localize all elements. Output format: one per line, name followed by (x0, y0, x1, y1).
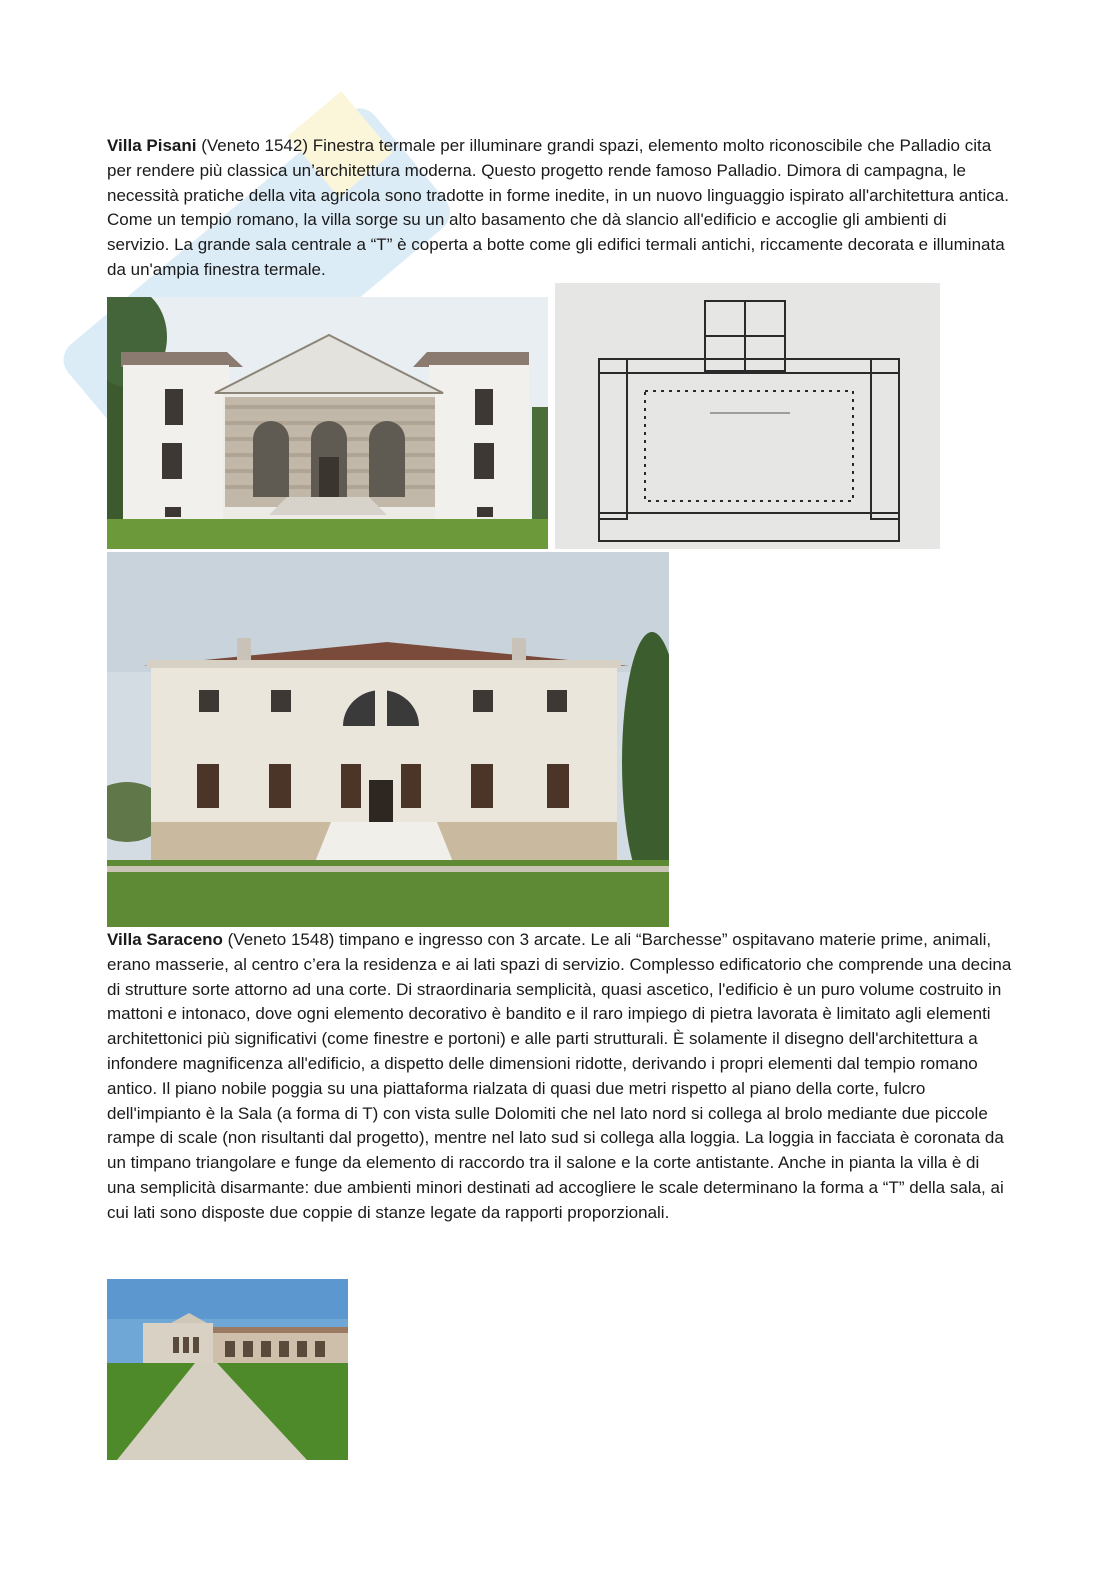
villa-saraceno-paragraph (107, 928, 1012, 1226)
villa-saraceno-text: (Veneto 1548) timpano e ingresso con 3 arcate. Le ali “Barchesse” ospitavano materie prime, animali, erano masserie, al centro c’era la residenza e ai lati spazi di servizio. Complesso edificatorio che comprende una decina di strutture sorte attorno ad una corte. Di straordinaria semplicità, quasi ascetico, l'edificio è un puro volume costruito in mattoni e intonaco, dove ogni elemento decorativo è bandito e il raro impiego di pietra lavorata è limitato agli elementi architettonici più significativi (come finestre e portoni) e alle parti strutturali. È solamente il disegno dell'architettura a infondere magnificenza all'edificio, a dispetto delle dimensioni ridotte, derivando i propri elementi dal tempio romano antico. Il piano nobile poggia su una piattaforma rialzata di quasi due metri rispetto al piano della corte, fulcro dell'impianto è la Sala (a forma di T) con vista sulle Dolomiti che nel lato nord si collega al brolo mediante due piccole rampe di scale (non risultanti dal progetto), mentre nel lato sud si collega alla loggia. La loggia in facciata è coronata da un timpano triangolare e funge da elemento di raccordo tra il salone e la corte antistante. Anche in pianta la villa è di una semplicità disarmante: due ambienti minori destinati ad accogliere le scale determinano la forma a “T” della sala, ai cui lati sono disposte due coppie di stanze legate da rapporti proporzionali. (107, 930, 1012, 1222)
villa-saraceno-photo (107, 1279, 348, 1460)
villa-pisani-paragraph (107, 134, 1012, 283)
villa-pisani-text: (Veneto 1542) Finestra termale per illuminare grandi spazi, elemento molto riconoscibile che Palladio cita per rendere più classica un’architettura moderna. Questo progetto rende famoso Palladio. Dimora di campagna, le necessità pratiche della vita agricola sono tradotte in forme inedite, in un nuovo linguaggio ispirato all'architettura antica. Come un tempio romano, la villa sorge su un alto basamento che dà slancio all'edificio e accoglie gli ambienti di servizio. La grande sala centrale a “T” è coperta a botte come gli edifici termali antichi, riccamente decorata e illuminata da un'ampia finestra termale. (107, 136, 1009, 279)
villa-pisani-plan-drawing (555, 283, 940, 549)
villa-saraceno-title: Villa Saraceno (107, 930, 223, 949)
villa-facade-photo (107, 552, 669, 927)
villa-pisani-title: Villa Pisani (107, 136, 197, 155)
villa-pisani-photo (107, 297, 548, 549)
